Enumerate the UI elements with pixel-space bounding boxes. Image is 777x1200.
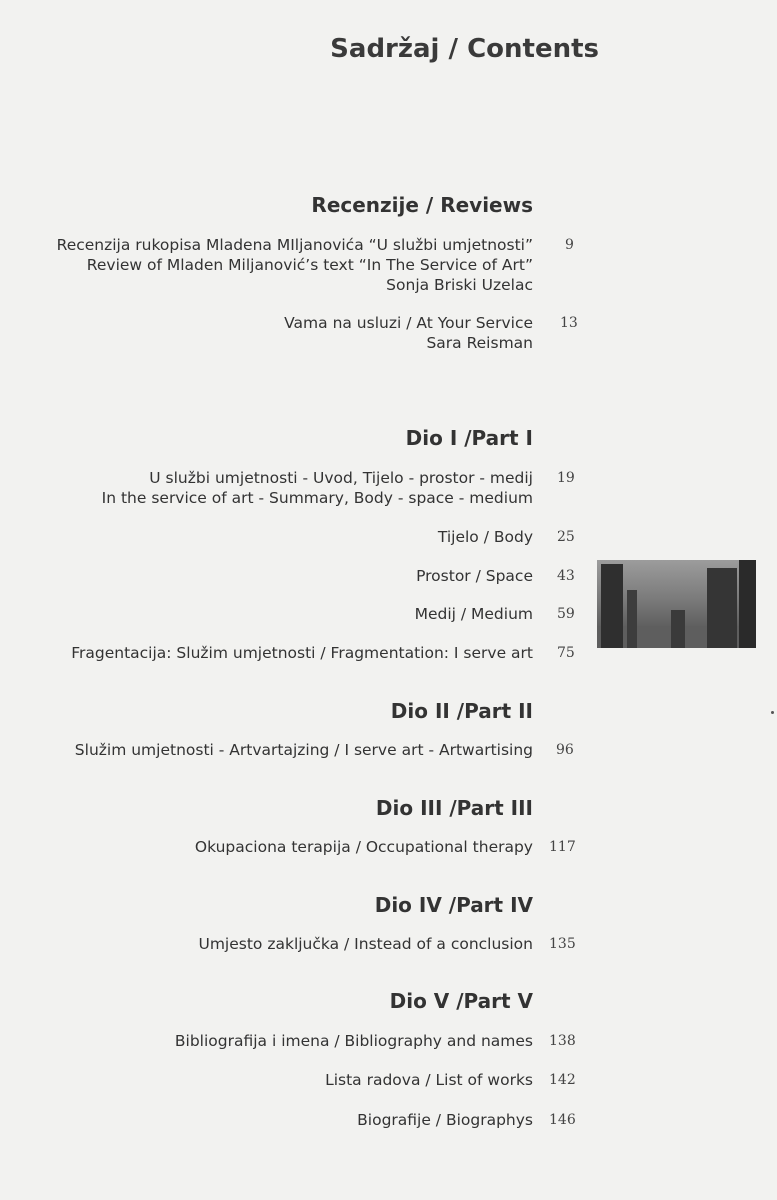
toc-entry-line: Medij / Medium — [414, 605, 533, 623]
toc-entry-medium[interactable] — [415, 604, 533, 624]
page-number: 142 — [549, 1072, 576, 1088]
page-title: Sadržaj / Contents — [330, 34, 599, 64]
toc-entry-line: Umjesto zaključka / Instead of a conclusion — [198, 935, 533, 953]
toc-entry-list-of-works[interactable] — [325, 1070, 533, 1090]
page-number: 59 — [557, 606, 575, 622]
toc-entry-fragmentation[interactable] — [71, 643, 533, 663]
section-heading-part-2: Dio II /Part II — [390, 699, 533, 723]
section-heading-part-4: Dio IV /Part IV — [374, 893, 533, 917]
toc-entry-line: U službi umjetnosti - Uvod, Tijelo - prostor - medij — [149, 469, 533, 487]
toc-entry-line: Recenzija rukopisa Mladena MIljanovića “U službi umjetnosti” — [56, 236, 533, 254]
section-heading-part-5: Dio V /Part V — [389, 989, 533, 1013]
page-number: 43 — [557, 568, 575, 584]
toc-entry-line: Vama na usluzi / At Your Service — [284, 314, 533, 332]
photo-tree — [739, 560, 756, 648]
toc-entry-at-your-service[interactable] — [284, 313, 533, 353]
toc-entry-review-manuscript[interactable] — [57, 235, 533, 295]
page-number: 117 — [549, 839, 576, 855]
toc-entry-line: Prostor / Space — [416, 567, 533, 585]
toc-entry-introduction[interactable] — [102, 468, 533, 508]
section-thumbnail-photo — [597, 560, 756, 648]
toc-entry-artwartising[interactable] — [75, 740, 533, 760]
toc-entry-line: Tijelo / Body — [437, 528, 533, 546]
page-number: 146 — [549, 1112, 576, 1128]
section-heading-part-1: Dio I /Part I — [405, 426, 533, 450]
toc-entry-bibliography[interactable] — [175, 1031, 533, 1051]
page-number: 19 — [557, 470, 575, 486]
page-speck — [771, 711, 774, 714]
photo-tree — [601, 564, 623, 648]
toc-entry-line: Okupaciona terapija / Occupational therapy — [194, 838, 533, 856]
page-number: 9 — [565, 237, 574, 253]
section-heading-part-3: Dio III /Part III — [375, 796, 533, 820]
photo-figure — [671, 610, 685, 648]
page-number: 135 — [549, 936, 576, 952]
photo-tree — [627, 590, 637, 648]
toc-entry-line: In the service of art - Summary, Body - space - medium — [101, 489, 533, 507]
toc-entry-line: Lista radova / List of works — [325, 1071, 533, 1089]
photo-tree — [707, 568, 737, 648]
toc-entry-line: Fragentacija: Služim umjetnosti / Fragmentation: I serve art — [71, 644, 533, 662]
toc-entry-body[interactable] — [438, 527, 533, 547]
page-number: 13 — [560, 315, 578, 331]
toc-entry-line: Biografije / Biographys — [357, 1111, 533, 1129]
toc-entry-line: Služim umjetnosti - Artvartajzing / I serve art - Artwartising — [74, 741, 533, 759]
toc-entry-line: Review of Mladen Miljanović’s text “In The Service of Art” — [86, 256, 533, 274]
toc-entry-occupational-therapy[interactable] — [195, 837, 533, 857]
toc-entry-conclusion[interactable] — [198, 934, 533, 954]
toc-entry-space[interactable] — [416, 566, 533, 586]
section-heading-reviews: Recenzije / Reviews — [311, 193, 533, 217]
toc-entry-biographies[interactable] — [357, 1110, 533, 1130]
toc-entry-author: Sara Reisman — [426, 334, 533, 352]
page-number: 96 — [556, 742, 574, 758]
page-number: 75 — [557, 645, 575, 661]
toc-entry-line: Bibliografija i imena / Bibliography and names — [174, 1032, 533, 1050]
page-number: 25 — [557, 529, 575, 545]
page-number: 138 — [549, 1033, 576, 1049]
toc-entry-author: Sonja Briski Uzelac — [386, 276, 533, 294]
